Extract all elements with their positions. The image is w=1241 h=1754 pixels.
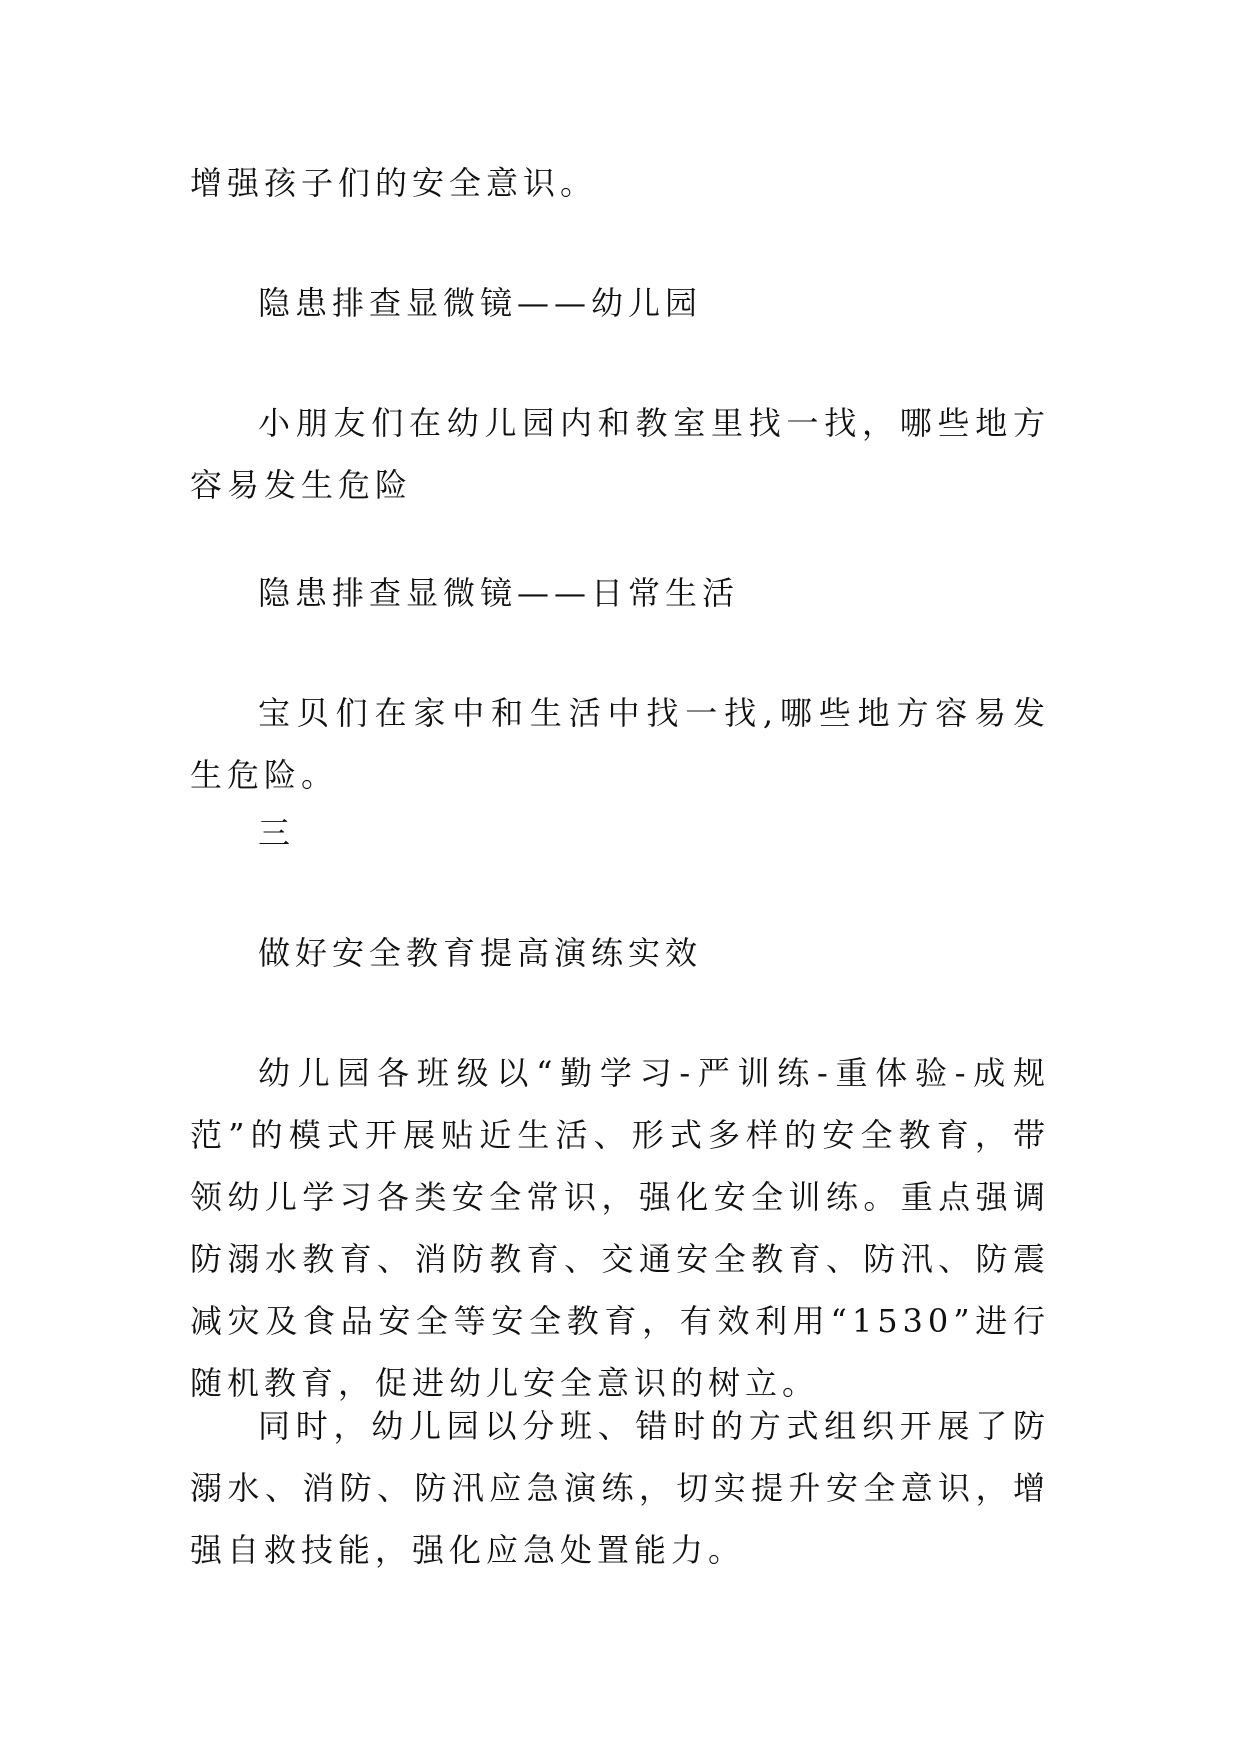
heading-kindergarten-hazard-check: 隐患排查显微镜——幼儿园 bbox=[258, 284, 703, 322]
heading-daily-life-hazard-check: 隐患排查显微镜——日常生活 bbox=[258, 574, 740, 612]
section-number: 三 bbox=[258, 814, 296, 852]
paragraph-kindergarten-hazards: 小朋友们在幼儿园内和教室里找一找，哪些地方容易发生危险 bbox=[190, 404, 1050, 504]
paragraph-home-hazards: 宝贝们在家中和生活中找一找,哪些地方容易发生危险。 bbox=[190, 694, 1050, 794]
paragraph-emergency-drills: 同时，幼儿园以分班、错时的方式组织开展了防溺水、消防、防汛应急演练，切实提升安全意识，增强自救技能，强化应急处置能力。 bbox=[190, 1407, 1050, 1569]
paragraph-safety-education: 幼儿园各班级以“勤学习-严训练-重体验-成规范”的模式开展贴近生活、形式多样的安全教育，带领幼儿学习各类安全常识，强化安全训练。重点强调防溺水教育、消防教育、交通安全教育、防汛、防震减灾及食品安全等安全教育，有效利用“1530”进行随机教育，促进幼儿安全意识的树立。 bbox=[190, 1054, 1050, 1402]
paragraph-safety-awareness: 增强孩子们的安全意识。 bbox=[190, 164, 598, 202]
section-heading: 做好安全教育提高演练实效 bbox=[258, 934, 703, 972]
